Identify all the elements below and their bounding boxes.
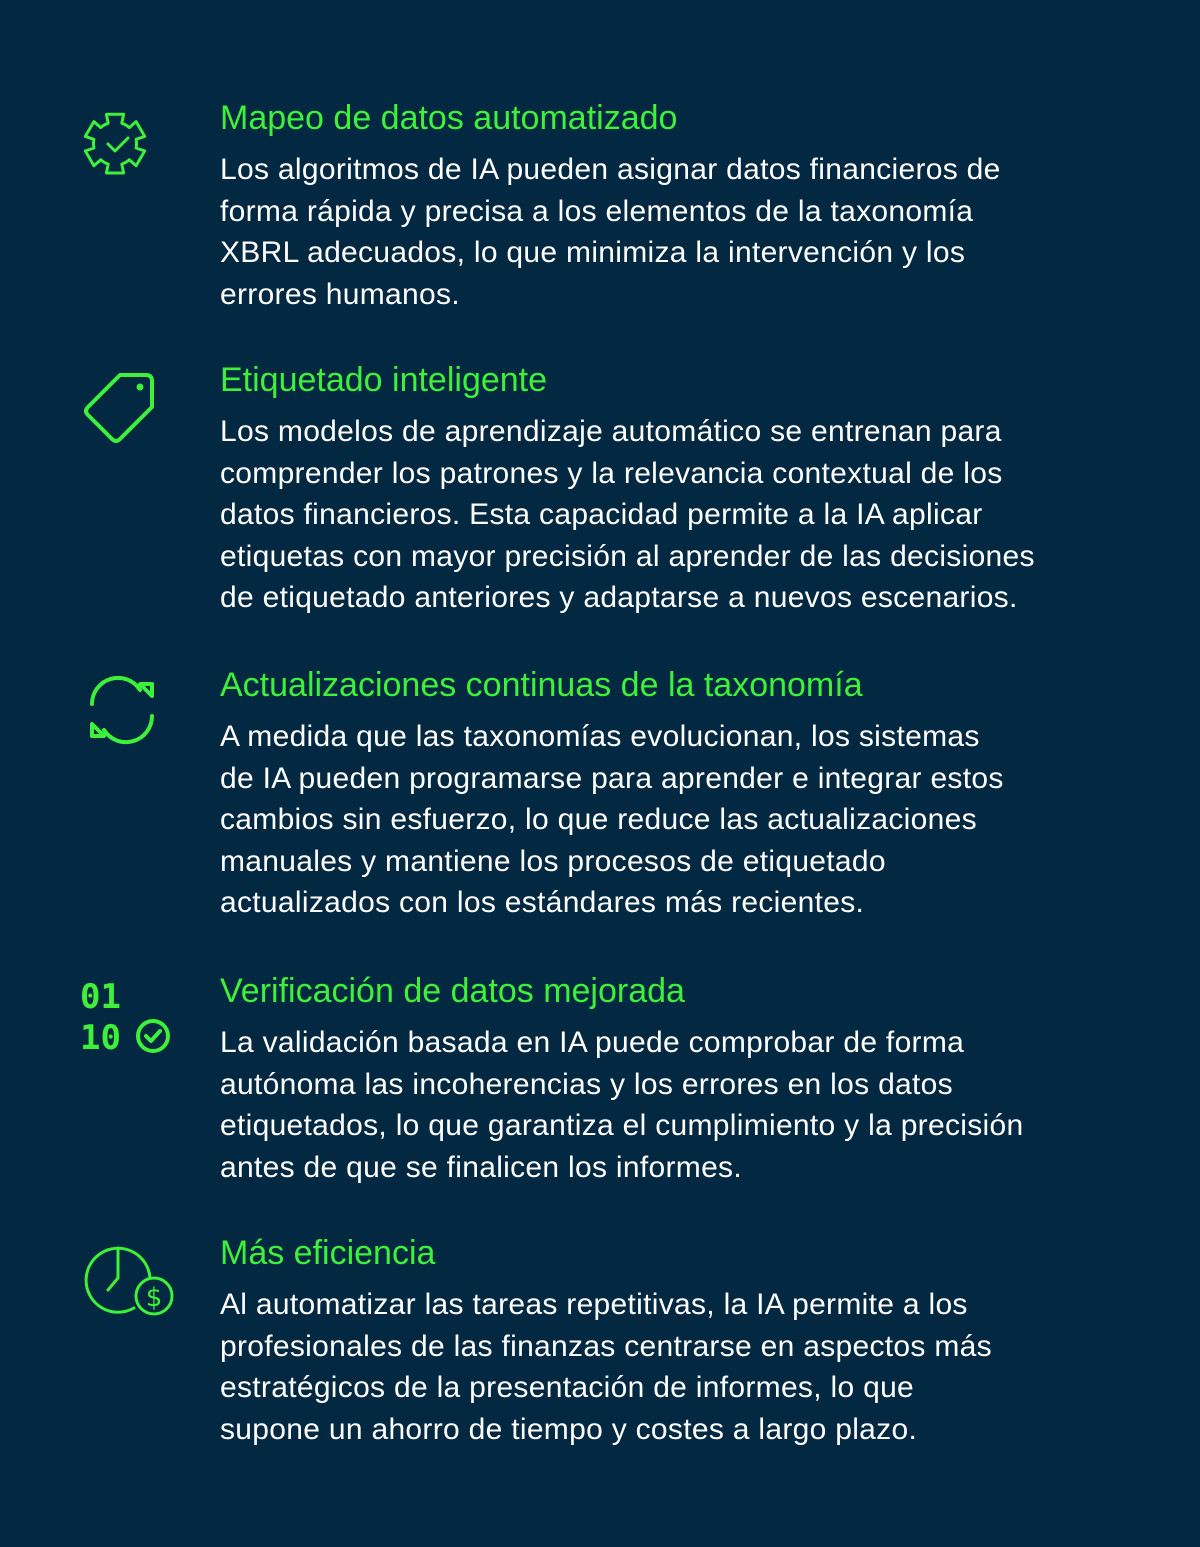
description-line: XBRL adecuados, lo que minimiza la intervención y los: [220, 236, 966, 269]
description-line: Al automatizar las tareas repetitivas, la IA permite a los: [220, 1288, 968, 1321]
feature-description: [220, 716, 1150, 924]
binary-digits-top: 01: [80, 977, 121, 1017]
feature-title: Verificación de datos mejorada: [220, 972, 685, 1010]
description-line: Los modelos de aprendizaje automático se entrenan para: [220, 415, 1002, 448]
feature-description: [220, 1284, 1150, 1450]
description-line: autónoma las incoherencias y los errores en los datos: [220, 1067, 953, 1101]
description-line: antes de que se finalicen los informes.: [220, 1150, 742, 1184]
feature-title: Más eficiencia: [220, 1234, 436, 1272]
description-line: de etiquetado anteriores y adaptarse a nuevos escenarios.: [220, 581, 1018, 614]
feature-description: [220, 411, 1150, 619]
gear-check-icon: [78, 99, 178, 199]
description-line: estratégicos de la presentación de informes, lo que: [220, 1371, 915, 1404]
feature-description: [220, 1022, 1150, 1188]
feature-title: Etiquetado inteligente: [220, 361, 548, 399]
description-line: La validación basada en IA puede comprobar de forma: [220, 1026, 965, 1059]
dollar-sign: $: [145, 1283, 163, 1313]
description-line: supone un ahorro de tiempo y costes a largo plazo.: [220, 1412, 918, 1446]
refresh-icon: [78, 672, 178, 772]
description-line: profesionales de las finanzas centrarse en aspectos más: [220, 1329, 992, 1363]
description-line: comprender los patrones y la relevancia contextual de los: [220, 456, 1003, 490]
feature-description: [220, 149, 1150, 315]
description-line: Los algoritmos de IA pueden asignar datos financieros de: [220, 153, 1001, 186]
tag-icon: [78, 369, 178, 469]
binary-check-icon: [78, 976, 178, 1076]
description-line: datos financieros. Esta capacidad permite a la IA aplicar: [220, 498, 983, 531]
clock-dollar-icon: [78, 1238, 178, 1338]
description-line: de IA pueden programarse para aprender e integrar estos: [220, 761, 1004, 795]
description-line: forma rápida y precisa a los elementos de la taxonomía: [220, 194, 974, 228]
description-line: errores humanos.: [220, 277, 460, 311]
description-line: manuales y mantiene los procesos de etiquetado: [220, 844, 886, 878]
feature-title: Actualizaciones continuas de la taxonomía: [220, 666, 863, 704]
description-line: A medida que las taxonomías evolucionan, los sistemas: [220, 720, 980, 753]
description-line: etiquetados, lo que garantiza el cumplimiento y la precisión: [220, 1109, 1024, 1142]
binary-digits-bottom: 10: [80, 1018, 121, 1058]
description-line: etiquetas con mayor precisión al aprender de las decisiones: [220, 539, 1035, 573]
feature-title: Mapeo de datos automatizado: [220, 99, 678, 137]
description-line: actualizados con los estándares más recientes.: [220, 886, 865, 919]
description-line: cambios sin esfuerzo, lo que reduce las actualizaciones: [220, 803, 977, 836]
